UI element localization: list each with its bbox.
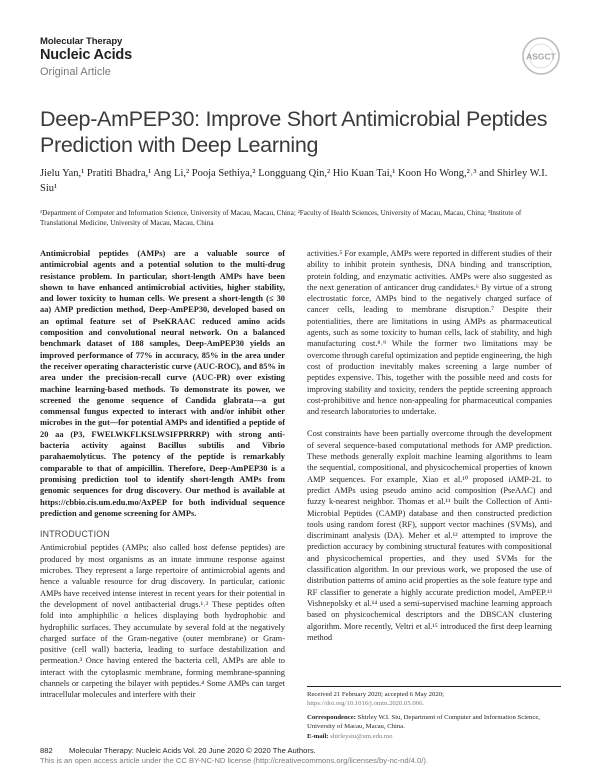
author-list: Jielu Yan,¹ Pratiti Bhadra,¹ Ang Li,² Pooja Sethiya,² Longguang Qin,² Hio Kuan Tai,¹ Koon Ho Wong,²˒³ and Shirley W.I. Siu¹ — [40, 168, 548, 194]
section-heading-introduction: INTRODUCTION — [40, 529, 110, 540]
abstract-link[interactable]: https://cbbio.cis.um.edu.mo/AxPEP — [40, 497, 167, 507]
footer-journal: Molecular Therapy: Nucleic Acids Vol. 20 June 2020 © 2020 The Authors. — [69, 746, 316, 755]
abstract-tail: for both individual sequence prediction and genome screening for AMPs. — [40, 497, 286, 518]
page-footer — [40, 746, 570, 766]
article-type: Original Article — [40, 66, 111, 78]
article-title: Deep-AmPEP30: Improve Short Antimicrobial Peptides Prediction with Deep Learning — [40, 107, 548, 157]
email-link[interactable]: shirleysiu@um.edu.mo — [330, 732, 393, 740]
email-label: E-mail: — [307, 732, 329, 740]
asgct-logo — [521, 36, 561, 76]
right-column — [307, 248, 552, 643]
logo-text: ASGCT — [526, 51, 556, 62]
left-column — [40, 248, 285, 701]
correspondence-label: Correspondence: — [307, 713, 356, 721]
correspondence-text: Shirley W.I. Siu, Department of Computer and Information Science, University of Macau, Macau, China. — [307, 713, 540, 731]
journal-name-line2: Nucleic Acids — [40, 47, 132, 63]
abstract — [40, 248, 285, 519]
journal-name-line1: Molecular Therapy — [40, 36, 123, 47]
body-paragraph-1: activities.⁵ For example, AMPs were reported in different studies of their ability to inhibit protein synthesis, DNA binding and transcription, protein folding, and enzymatic activities. AMPs were also suggested as the next generation of anticancer drug candidates.⁶ By virtue of a strong electrostatic force, AMPs bind to the negatively charged surface of cancer cells, leading to membrane disruption.⁷ Despite their potentialities, there are limitations in using AMPs as pharmaceutical agents, such as some toxicity to human cells, lack of stability, and high manufacturing cost.⁸˒⁹ While the former two limitations may be overcome through careful optimization and peptide engineering, the high cost of production inevitably makes screening a large number of peptides expensive. This, together with the possible need and costs for improving stability and toxicity, renders the peptide screening approach cost-prohibitive and hence non-appealing for pharmaceutical companies and research laboratories to undertake. — [307, 249, 552, 417]
intro-paragraph-1: Antimicrobial peptides (AMPs; also called host defense peptides) are produced by most organisms as an innate immune response against microbes. They represent a large repertoire of antimicrobial agents and hence a valuable resource for drug discovery. In particular, cationic AMPs have received intense interest in recent years for their potential in the development of novel antibacterial drugs.¹˒² These peptides often fold into amphiphilic α helices displaying both hydrophobic and hydrophilic surfaces. They accumulate by several fold at the negatively charged surface of the Gram-negative (outer membrane) or Gram-positive (cell wall) bacteria, leading to surface destabilization and permeation.³ Once having entered the bacteria cell, AMPs are able to interact with the cytoplasmic membrane, forming membrane-spanning channels or carpeting the bilayer with peptides.⁴ Some AMPs can target intracellular molecules and interfere with their — [40, 543, 285, 700]
abstract-text: Antimicrobial peptides (AMPs) are a valuable source of antimicrobial agents and a potential solution to the multi-drug resistance problem. In particular, short-length AMPs have been shown to have enhanced antimicrobial activities, higher stability, and lower toxicity to human cells. We present a short-length (≤ 30 aa) AMP prediction method, Deep-AmPEP30, developed based on an optimal feature set of PseKRAAC reduced amino acids composition and convolutional neural network. On a balanced benchmark dataset of 188 samples, Deep-AmPEP30 yields an improved performance of 77% in accuracy, 85% in the area under the receiver operating characteristic curve (AUC-ROC), and 85% in area under the precision-recall curve (AUC-PR) over existing machine learning-based methods. To demonstrate its power, we screened the genome sequence of Candida glabrata—a gut commensal fungus expected to interact with and/or inhibit other microbes in the gut—for potential AMPs and identified a peptide of 20 aa (P3, FWELWKFLKSLWSIFPRRRP) with strong anti-bacteria activity against Bacillus subtilis and Vibrio parahaemolyticus. The potency of the peptide is remarkably comparable to that of ampicillin. Therefore, Deep-AmPEP30 is a promising prediction tool to identify short-length AMPs from genomic sequences for drug discovery. Our method is available at — [40, 249, 285, 496]
body-paragraph-2: Cost constraints have been partially overcome through the development of several sequence-based computational methods for AMP prediction. These methods generally exploit machine learning algorithms to learn the sequential, compositional, and physicochemical properties of known AMP sequences. For example, Xiao et al.¹⁰ proposed iAMP-2L to predict AMPs using pseudo amino acid composition (PseAAC) and fuzzy k-nearest neighbor. Thomas et al.¹¹ built the Collection of Anti-Microbial Peptides (CAMP) database and then constructed prediction tools using random forest (RF), support vector machines (SVMs), and discriminant analysis (DA). Meher et al.¹² attempted to improve the prediction accuracy by combining structural features with compositional and physicochemical properties, and they used SVMs for the classification algorithm. In our previous work, we proposed the use of distribution patterns of amino acid properties as the sole feature type and RF classifier to generate a highly accurate prediction model, AmPEP.¹³ Vishnepolsky et al.¹⁴ used a semi-supervised machine learning approach based on physicochemical descriptors and the DBSCAN clustering algorithm. More recently, Veltri et al.¹⁵ introduced the first deep learning method — [307, 429, 552, 642]
affiliations: ¹Department of Computer and Information Science, University of Macau, Macau, China; ²Faculty of Health Sciences, University of Macau, Macau, China; ³Institute of Translational Medicine, University of Macau, Macau, China — [40, 209, 522, 227]
page-number: 882 — [40, 746, 53, 755]
article-notes — [307, 686, 561, 741]
doi-link[interactable]: https://doi.org/10.1016/j.omtn.2020.05.006. — [307, 700, 425, 708]
footer-license[interactable]: This is an open access article under the CC BY-NC-ND license (http://creativecommons.org/licenses/by-nc-nd/4.0/). — [40, 755, 429, 765]
received-dates: Received 21 February 2020; accepted 6 May 2020; — [307, 691, 444, 698]
correspondence — [307, 713, 561, 732]
email-row — [307, 732, 561, 741]
